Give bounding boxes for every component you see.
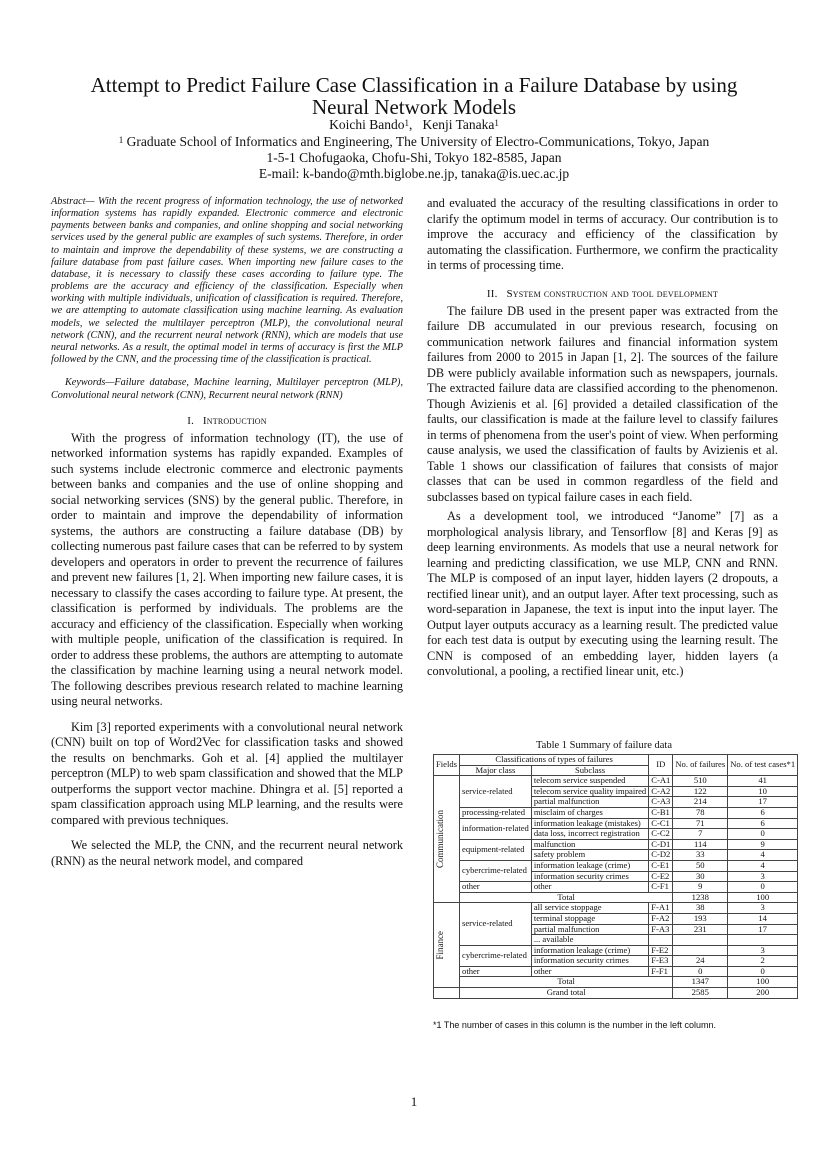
page-number: 1 [410, 1094, 418, 1109]
test-cases-cell: 0 [728, 829, 798, 840]
failures-cell [673, 945, 728, 956]
test-cases-cell: 2 [728, 956, 798, 967]
failures-cell: 9 [673, 882, 728, 893]
left-column [51, 196, 403, 869]
total-label: Total [460, 892, 673, 903]
total-label: Total [460, 977, 673, 988]
test-cases-cell: 3 [728, 903, 798, 914]
field-label: Communication [435, 810, 445, 869]
section-heading [427, 288, 778, 300]
id-cell: F-E2 [649, 945, 673, 956]
id-cell: C-A2 [649, 786, 673, 797]
test-cases-cell: 0 [728, 966, 798, 977]
table-caption: Table 1 Summary of failure data [535, 740, 672, 751]
subclass-cell: other [531, 966, 648, 977]
failure-summary-table [433, 754, 798, 999]
table-row [434, 966, 798, 977]
failures-cell: 50 [673, 860, 728, 871]
subclass-cell: data loss, incorrect registration [531, 829, 648, 840]
major-class-cell: equipment-related [460, 839, 532, 860]
table-row [434, 860, 798, 871]
header-classifications: Classifications of types of failures [460, 755, 649, 766]
affil-address: 1-5-1 Chofugaoka, Chofu-Shi, Tokyo 182-8585, Japan [266, 150, 562, 165]
test-cases-cell: 17 [728, 797, 798, 808]
right-column [427, 196, 778, 680]
field-label: Finance [435, 930, 445, 960]
header-no-test-cases: No. of test cases*1 [728, 755, 798, 776]
field-cell [434, 903, 460, 988]
failures-cell: 38 [673, 903, 728, 914]
id-cell: C-D1 [649, 839, 673, 850]
table-row [434, 776, 798, 787]
section-heading [51, 415, 403, 427]
section-number: I. [187, 414, 195, 427]
affil-line: Graduate School of Informatics and Engineering, The University of Electro-Communications, Tokyo, Japan [126, 134, 710, 149]
affil-email: E-mail: k-bando@mth.biglobe.ne.jp, tanaka@is.uec.ac.jp [258, 166, 570, 181]
paragraph: and evaluated the accuracy of the resulting classifications in order to clarify the optimum model in terms of accuracy. Our contribution is to improve the accuracy and efficiency of the classification by automating the classification. Furthermore, we confirm the practicality in terms of processing time. [427, 196, 778, 272]
test-cases-cell: 4 [728, 850, 798, 861]
author-name: Koichi Bando [329, 117, 405, 132]
affiliation [60, 134, 768, 182]
subclass-cell: information leakage (crime) [531, 945, 648, 956]
test-cases-cell: 17 [728, 924, 798, 935]
table-row [434, 818, 798, 829]
abstract: Abstract— With the recent progress of information technology, the use of networked information systems has rapidly expanded. Electronic commerce and electronic payments between banks and companies, and online shopping and social networking services used by the general public are examples of such systems. Therefore, in order to maintain and improve the dependability of these systems, we are constructing a failure database from past failure cases. When importing new failure cases to the database, it is necessary to classify these cases according to failure type. The problems are the accuracy and efficiency of the classification. Especially when working with multiple individuals, unification of classification is required. Therefore, we are attempting to automate classification using machine learning. As evaluation models, we selected the multilayer perceptron (MLP), the convolutional neural network (CNN), and the recurrent neural network (RNN), which are models that use neural networks. As a result, the optimal model in terms of accuracy is first the MLP followed by the CNN, and the processing time of the classification is practical. [51, 196, 403, 366]
grand-total-label: Grand total [460, 988, 673, 999]
table-row [434, 807, 798, 818]
table-row [434, 882, 798, 893]
header-id: ID [649, 755, 673, 776]
failures-cell: 231 [673, 924, 728, 935]
failures-cell: 71 [673, 818, 728, 829]
subclass-cell: terminal stoppage [531, 913, 648, 924]
failures-cell: 193 [673, 913, 728, 924]
id-cell: C-E2 [649, 871, 673, 882]
test-cases-cell: 6 [728, 807, 798, 818]
id-cell [649, 935, 673, 946]
major-class-cell: service-related [460, 903, 532, 945]
paragraph: With the progress of information technology (IT), the use of networked information systems has rapidly expanded. Examples of such systems include electronic commerce and electronic payments between banks and companies and the use of online shopping and social networking services (SNS) by the general public. Therefore, in order to maintain and improve the dependability of information systems, the authors are constructing a failure database (DB) by collecting numerous past failure cases that can be referred to by system developers and operators in order to prevent the recurrence of failures and prevent new failures [1, 2]. When importing new failure cases, it is necessary to classify the cases according to failure type. At present, the classification is performed by individuals. The problems are the accuracy and efficiency of the classification. Especially when working with multiple people, unification of the classification is required. In order to address these problems, the authors are attempting to automate the classification by machine learning using a neural network model. The following describes previous research related to machine learning using neural networks. [51, 430, 403, 709]
failures-cell: 78 [673, 807, 728, 818]
major-class-cell: service-related [460, 776, 532, 808]
test-cases-cell: 41 [728, 776, 798, 787]
author-sup: 1 [494, 118, 499, 128]
id-cell: C-F1 [649, 882, 673, 893]
author-sup: 1 [404, 118, 409, 128]
failures-cell: 33 [673, 850, 728, 861]
id-cell: C-C2 [649, 829, 673, 840]
test-cases-cell [728, 935, 798, 946]
table-footnote: *1 The number of cases in this column is the number in the left column. [433, 1020, 716, 1030]
failures-cell: 24 [673, 956, 728, 967]
id-cell: C-C1 [649, 818, 673, 829]
subclass-cell: telecom service suspended [531, 776, 648, 787]
section-title: System construction and tool development [506, 287, 719, 300]
subclass-cell: safety problem [531, 850, 648, 861]
major-class-cell: processing-related [460, 807, 532, 818]
major-class-cell: other [460, 882, 532, 893]
id-cell: C-D2 [649, 850, 673, 861]
id-cell: C-A3 [649, 797, 673, 808]
major-class-cell: information-related [460, 818, 532, 839]
test-cases-cell: 3 [728, 945, 798, 956]
header-subclass: Subclass [531, 765, 648, 776]
table-row [434, 892, 798, 903]
test-cases-cell: 9 [728, 839, 798, 850]
id-cell: F-A3 [649, 924, 673, 935]
failures-cell: 122 [673, 786, 728, 797]
grand-total-failures: 2585 [673, 988, 728, 999]
paragraph: The failure DB used in the present paper was extracted from the failure DB accumulated in our previous research, focusing on communication network failures and financial information system failures from 2000 to 2015 in Japan [1, 2]. The sources of the failure DB were publicly available information such as newspapers, journals. The extracted failure data are classified according to the phenomenon. Though Avizienis et al. [6] provided a detailed classification of the faults, our classification is made at the failure level to classify failures in terms of phenomena from the user's point of view. When performing cause analysis, we used the classification of faults by Avizienis et al. Table 1 shows our classification of failures that consists of major classes that can be used in common regardless of the field and subclasses based on typical failure cases in each field. [427, 303, 778, 504]
failures-cell: 214 [673, 797, 728, 808]
id-cell: F-A2 [649, 913, 673, 924]
table-row [434, 839, 798, 850]
keywords: Keywords—Failure database, Machine learning, Multilayer perceptron (MLP), Convolutional neural network (CNN), Recurrent neural network (RNN) [51, 377, 403, 402]
paper-title: Attempt to Predict Failure Case Classification in a Failure Database by using Neural Network Models [90, 73, 738, 119]
subclass-cell: information security crimes [531, 871, 648, 882]
affil-sup: 1 [118, 135, 124, 145]
id-cell: C-E1 [649, 860, 673, 871]
id-cell: C-B1 [649, 807, 673, 818]
subclass-cell: partial malfunction [531, 797, 648, 808]
blank-cell [434, 988, 460, 999]
author-name: Kenji Tanaka [422, 117, 495, 132]
author-line: Koichi Bando$^1$, Kenji Tanaka$^1$ [329, 117, 499, 132]
id-cell: C-A1 [649, 776, 673, 787]
subclass-cell: information leakage (mistakes) [531, 818, 648, 829]
table-row [434, 988, 798, 999]
total-failures: 1238 [673, 892, 728, 903]
failures-cell: 30 [673, 871, 728, 882]
table-row [434, 945, 798, 956]
header-major-class: Major class [460, 765, 532, 776]
failures-cell: 0 [673, 966, 728, 977]
subclass-cell: all service stoppage [531, 903, 648, 914]
test-cases-cell: 6 [728, 818, 798, 829]
subclass-cell: malfunction [531, 839, 648, 850]
subclass-cell: other [531, 882, 648, 893]
failures-cell: 510 [673, 776, 728, 787]
id-cell: F-E3 [649, 956, 673, 967]
major-class-cell: cybercrime-related [460, 860, 532, 881]
test-cases-cell: 14 [728, 913, 798, 924]
test-cases-cell: 4 [728, 860, 798, 871]
subclass-cell: telecom service quality impaired [531, 786, 648, 797]
failures-cell: 7 [673, 829, 728, 840]
test-cases-cell: 10 [728, 786, 798, 797]
subclass-cell: partial malfunction [531, 924, 648, 935]
subclass-cell: misclaim of charges [531, 807, 648, 818]
paragraph: Kim [3] reported experiments with a convolutional neural network (CNN) built on top of Word2Vec for classification tasks and showed the results on benchmarks. Goh et al. [4] applied the multilayer perceptron (MLP) to web spam classification and showed that the MLP outperforms the support vector machine. Dhingra et al. [5] reported a spam classification approach using MLP learning, and the results were compared with previous techniques. [51, 719, 403, 827]
total-test-cases: 100 [728, 977, 798, 988]
field-cell [434, 776, 460, 903]
header-no-failures: No. of failures [673, 755, 728, 776]
total-failures: 1347 [673, 977, 728, 988]
subclass-cell: information security crimes [531, 956, 648, 967]
subclass-cell: information leakage (crime) [531, 860, 648, 871]
paragraph: We selected the MLP, the CNN, and the recurrent neural network (RNN) as the neural network model, and compared [51, 838, 403, 868]
test-cases-cell: 3 [728, 871, 798, 882]
total-test-cases: 100 [728, 892, 798, 903]
subclass-cell: ... available [531, 935, 648, 946]
table-row [434, 977, 798, 988]
id-cell: F-F1 [649, 966, 673, 977]
major-class-cell: other [460, 966, 532, 977]
paragraph: As a development tool, we introduced “Janome” [7] as a morphological analysis library, and Tensorflow [8] and Keras [9] as deep learning environments. As models that use a neural network for learning and predicting classification, we use MLP, CNN and RNN. The MLP is composed of an input layer, hidden layers (2 dropouts, a rectified linear unit), and an output layer. After text processing, such as word-separation in Japanese, the text is input into the input layer. The Output layer outputs accuracy as a learning result. The predicted value for each test data is output by executing using the learning result. The CNN is composed of an embedding layer, hidden layers (a convolutional, a pooling, a rectified linear unit, etc.) [427, 509, 778, 678]
header-fields: Fields [434, 755, 460, 776]
section-number: II. [486, 287, 498, 300]
id-cell: F-A1 [649, 903, 673, 914]
major-class-cell: cybercrime-related [460, 945, 532, 966]
table-row [434, 903, 798, 914]
grand-total-test-cases: 200 [728, 988, 798, 999]
failures-cell [673, 935, 728, 946]
test-cases-cell: 0 [728, 882, 798, 893]
section-title: Introduction [202, 414, 267, 427]
failures-cell: 114 [673, 839, 728, 850]
table-row [434, 755, 798, 766]
